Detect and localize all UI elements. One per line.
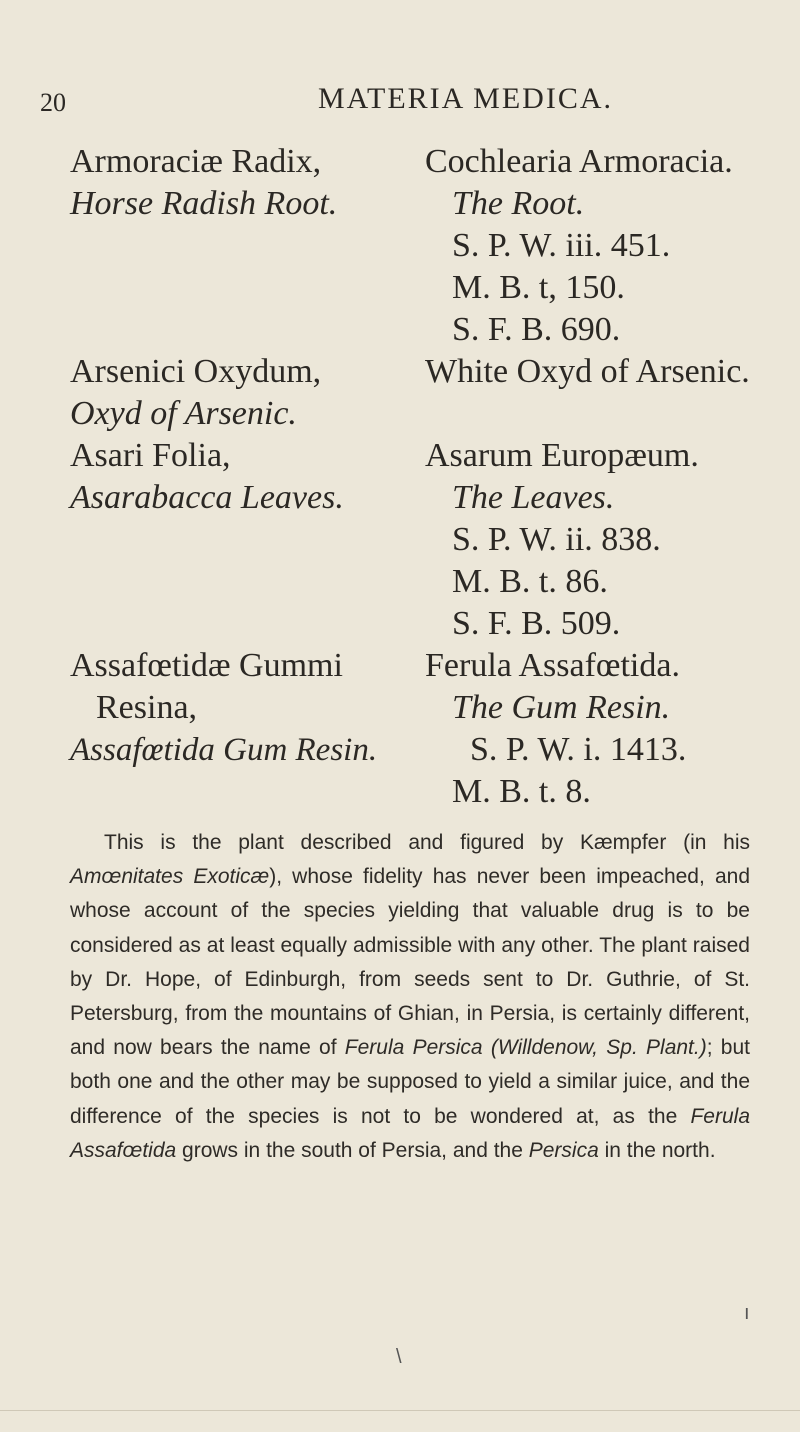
reference: M. B. t. 86. xyxy=(452,563,608,600)
botanical-name: Cochlearia Armoracia. xyxy=(425,143,733,180)
reference: S. P. W. iii. 451. xyxy=(452,227,671,264)
latin-name-continued: Resina, xyxy=(96,689,198,726)
english-name: Asarabacca Leaves. xyxy=(70,479,344,516)
italic-title: Amœnitates Exoticæ xyxy=(70,865,270,889)
paragraph-text xyxy=(70,826,750,1168)
italic-species-name: Ferula Persica (Willdenow, Sp. Plant.) xyxy=(344,1036,707,1060)
reference: S. P. W. i. 1413. xyxy=(470,731,687,768)
latin-name: Arsenici Oxydum, xyxy=(70,353,322,390)
reference: S. F. B. 690. xyxy=(452,311,621,348)
text-run: ; but both one and the other may be supposed to yield a similar juice, and the difference of the species is not to be wondered at, as the xyxy=(70,1036,750,1128)
italic-species-name: Persica xyxy=(528,1138,599,1162)
text-run: grows in the south of Persia, and the xyxy=(176,1138,529,1162)
running-head: MATERIA MEDICA. xyxy=(318,82,614,115)
botanical-name: Ferula Assafœtida. xyxy=(425,647,680,684)
plant-part: The Root. xyxy=(452,185,585,222)
latin-name: Armoraciæ Radix, xyxy=(70,143,322,180)
reference: M. B. t. 8. xyxy=(452,773,591,810)
page-edge xyxy=(0,1410,800,1411)
english-name: Oxyd of Arsenic. xyxy=(70,395,297,432)
latin-name: Asari Folia, xyxy=(70,437,231,474)
plant-part: The Gum Resin. xyxy=(452,689,671,726)
page-header xyxy=(0,82,800,122)
description-paragraph xyxy=(70,826,750,1168)
reference: M. B. t, 150. xyxy=(452,269,625,306)
botanical-name: Asarum Europæum. xyxy=(425,437,699,474)
text-run: in the north. xyxy=(598,1138,716,1162)
text-run: ), whose fidelity has never been impeached, and whose account of the species yielding that valuable drug is to be considered as at least equally admissible with any other. The plant raised by Dr. Hope, of Edinburgh, from seeds sent to Dr. Guthrie, of St. Petersburg, from the mountains of Ghian, in Persia, is certainly different, and now bears the name of xyxy=(70,865,750,1060)
page-number: 20 xyxy=(40,88,66,117)
english-name: Horse Radish Root. xyxy=(70,185,338,222)
stray-mark: ı xyxy=(744,1302,750,1324)
stray-mark: \ xyxy=(396,1346,402,1368)
reference: S. P. W. ii. 838. xyxy=(452,521,661,558)
english-name: Assafœtida Gum Resin. xyxy=(70,732,378,768)
plant-part: The Leaves. xyxy=(452,479,615,516)
latin-name: Assafœtidæ Gummi xyxy=(70,647,343,684)
text-run: This is the plant described and figured by Kæmpfer (in his xyxy=(104,831,750,854)
italic-species-name: Ferula Assafœtida xyxy=(70,1104,750,1162)
reference: S. F. B. 509. xyxy=(452,605,621,642)
botanical-name: White Oxyd of Arsenic. xyxy=(425,353,750,390)
